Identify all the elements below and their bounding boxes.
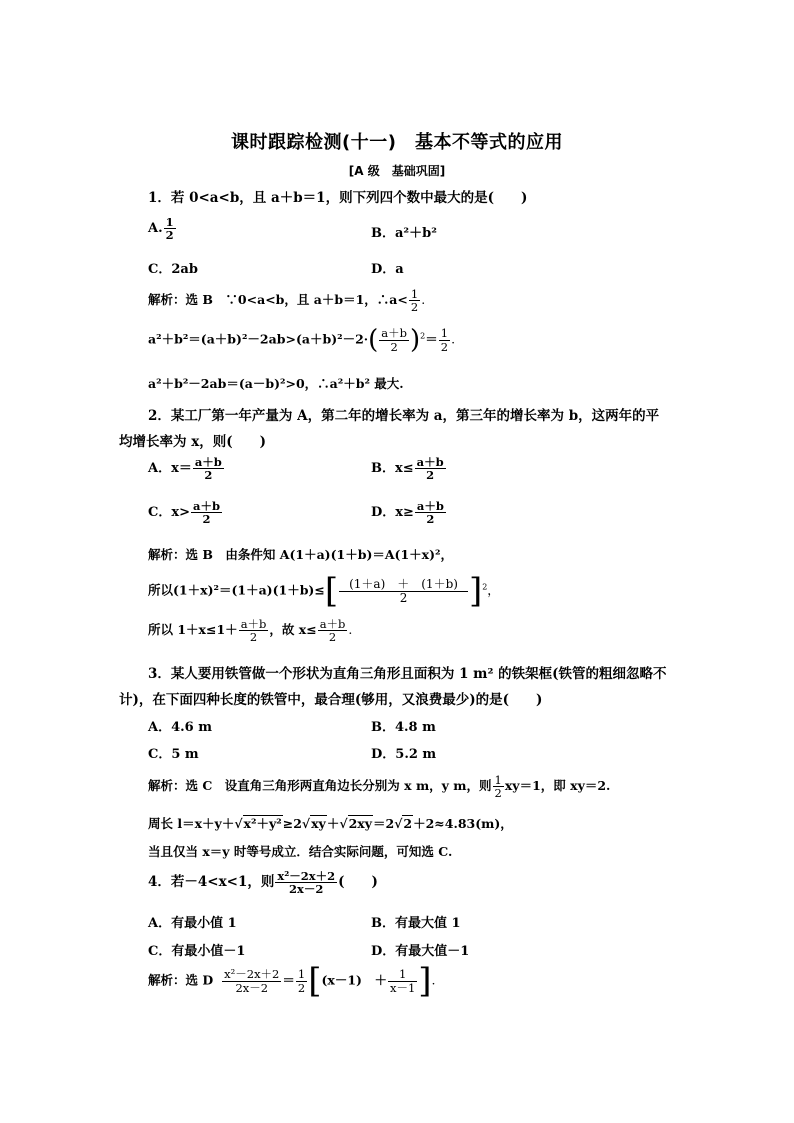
exponent: 2 xyxy=(482,582,488,592)
fraction-denominator: 2 xyxy=(202,512,211,527)
solution-text: 所以 1＋x≤1＋ xyxy=(148,622,238,638)
sqrt-radicand: 2 xyxy=(403,816,413,831)
fraction xyxy=(439,327,450,352)
fraction-denominator: 2 xyxy=(204,468,213,483)
fraction xyxy=(415,456,446,481)
exponent: 2 xyxy=(420,331,426,341)
question-1-stem: 1．若 0<a<b，且 a＋b＝1，则下列四个数中最大的是( ) xyxy=(148,190,528,206)
question-3-stem-line-2: 计)，在下面四种长度的铁管中，最合理(够用，又浪费最少)的是( ) xyxy=(119,692,543,708)
question-2-stem-line-1: 2．某工厂第一年产量为 A，第二年的增长率为 a，第三年的增长率为 b，这两年的平 xyxy=(148,408,660,424)
fraction-numerator: 1 xyxy=(297,967,306,982)
fraction-denominator: 2 xyxy=(494,786,502,801)
fraction-numerator: x²－2x＋2 xyxy=(224,967,280,982)
q2-solution-line-1: 解析：选 B 由条件知 A(1＋a)(1＋b)＝A(1＋x)²， xyxy=(148,547,454,562)
fraction xyxy=(239,618,269,643)
sqrt-radicand: 2xy xyxy=(348,816,372,831)
fraction xyxy=(415,500,446,525)
q3-solution-line-1 xyxy=(148,774,610,799)
solution-text: ＋ xyxy=(326,816,340,831)
fraction-numerator: 1 xyxy=(388,968,417,981)
option-label: A．x＝ xyxy=(148,461,192,477)
solution-text: 解析：选 B ∵0<a<b，且 a＋b＝1，∴a< xyxy=(148,292,408,308)
question-3-stem-line-1: 3．某人要用铁管做一个形状为直角三角形且面积为 1 m² 的铁架框(铁管的粗细忽略不 xyxy=(148,666,667,682)
fraction-numerator: (1＋a) ＋ (1＋b) xyxy=(339,578,468,592)
solution-text: 周长 l＝x＋y＋ xyxy=(148,816,235,831)
solution-text: ≥2 xyxy=(282,816,302,831)
fraction-numerator: 1 xyxy=(165,215,174,229)
fraction-denominator: 2 xyxy=(426,468,435,483)
solution-text: (x－1) ＋ xyxy=(321,972,387,988)
q4-solution-line-1 xyxy=(148,961,436,1001)
question-4-stem xyxy=(148,870,378,895)
fraction xyxy=(193,456,224,481)
right-bracket: ] xyxy=(468,571,483,611)
fraction xyxy=(409,288,420,313)
q3-option-c: C．5 m xyxy=(148,747,199,762)
fraction-denominator: x－1 xyxy=(389,980,416,995)
fraction-numerator: a＋b xyxy=(381,326,408,341)
q3-option-a: A．4.6 m xyxy=(148,720,212,735)
solution-text: xy＝1，即 xy＝2. xyxy=(504,778,611,794)
solution-end: ， xyxy=(487,582,500,598)
solution-text: ，故 x≤ xyxy=(269,622,317,638)
q2-option-b xyxy=(371,456,447,481)
fraction-numerator: a＋b xyxy=(319,617,346,631)
fraction-denominator: 2x－2 xyxy=(235,980,269,995)
fraction-denominator: 2 xyxy=(297,980,306,995)
left-bracket: [ xyxy=(324,571,339,611)
section-heading: [A 级 基础巩固] xyxy=(348,164,446,178)
fraction-denominator: 2 xyxy=(249,630,258,645)
solution-end: . xyxy=(451,331,456,347)
q4-option-a: A．有最小值 1 xyxy=(148,916,237,931)
q3-option-b: B．4.8 m xyxy=(371,720,436,735)
fraction-denominator: 2 xyxy=(399,590,408,605)
q2-solution-line-2 xyxy=(148,571,500,611)
fraction-numerator: a＋b xyxy=(416,499,444,513)
sqrt-radicand: x²＋y² xyxy=(243,816,282,831)
option-label: D．x≥ xyxy=(371,505,414,521)
fraction xyxy=(388,968,417,993)
q1-option-a-fraction xyxy=(164,216,176,241)
right-bracket: ] xyxy=(418,961,432,1001)
fraction-denominator: 2 xyxy=(440,339,449,354)
solution-text: ＝2 xyxy=(372,816,395,831)
fraction-denominator: 2 xyxy=(390,339,398,354)
q2-option-d xyxy=(371,500,447,525)
solution-end: . xyxy=(431,972,436,988)
q1-option-a-label: A. xyxy=(148,221,163,237)
fraction-numerator: a＋b xyxy=(416,455,444,469)
fraction xyxy=(318,618,348,643)
solution-text: 解析：选 C 设直角三角形两直角边长分别为 x m，y m，则 xyxy=(148,778,492,794)
q4-option-d: D．有最大值－1 xyxy=(371,944,470,959)
fraction-denominator: 2 xyxy=(410,300,419,315)
left-paren: ( xyxy=(368,325,379,355)
q3-solution-line-2: 周长 l＝x＋y＋√x²＋y²≥2√xy＋√2xy＝2√2＋2≈4.83(m)， xyxy=(148,816,513,831)
q3-solution-line-3: 当且仅当 x＝y 时等号成立．结合实际问题，可知选 C. xyxy=(148,844,453,859)
solution-end: . xyxy=(348,622,353,638)
q3-option-d: D．5.2 m xyxy=(371,747,437,762)
q2-solution-line-3 xyxy=(148,618,352,643)
left-bracket: [ xyxy=(308,961,322,1001)
sqrt-radicand: xy xyxy=(311,816,326,831)
q2-option-c xyxy=(148,500,223,525)
fraction xyxy=(275,870,337,895)
fraction xyxy=(339,578,468,604)
option-label: B．x≤ xyxy=(371,461,414,477)
q4-option-c: C．有最小值－1 xyxy=(148,944,246,959)
fraction-numerator: a＋b xyxy=(193,499,220,513)
fraction-numerator: x²－2x＋2 xyxy=(277,869,336,883)
fraction xyxy=(493,774,504,799)
fraction-numerator: 1 xyxy=(494,773,502,787)
q1-solution-line-2 xyxy=(148,327,455,353)
question-text: ( ) xyxy=(338,874,378,891)
solution-text: 所以(1＋x)²＝(1＋a)(1＋b)≤ xyxy=(148,582,325,598)
question-2-stem-line-2: 均增长率为 x，则( ) xyxy=(119,434,267,450)
fraction-numerator: 1 xyxy=(440,326,449,341)
equals: ＝ xyxy=(425,331,438,347)
fraction xyxy=(296,968,307,993)
q1-solution-line-3: a²＋b²－2ab＝(a－b)²>0，∴a²＋b² 最大. xyxy=(148,376,404,391)
q1-solution-line-1 xyxy=(148,288,425,313)
equals: ＝ xyxy=(282,972,295,988)
fraction xyxy=(222,968,281,993)
page-title: 课时跟踪检测(十一) 基本不等式的应用 xyxy=(231,132,563,153)
fraction-numerator: a＋b xyxy=(240,617,267,631)
solution-end: . xyxy=(421,292,426,308)
fraction-denominator: 2 xyxy=(426,512,435,527)
solution-text: 解析：选 D xyxy=(148,972,214,988)
fraction-denominator: 2 xyxy=(328,630,337,645)
question-text: 4．若－4<x<1，则 xyxy=(148,874,275,891)
fraction-denominator: 2x－2 xyxy=(289,882,324,897)
fraction-denominator: 2 xyxy=(165,228,174,243)
fraction-numerator: a＋b xyxy=(194,455,222,469)
q1-option-d: D．a xyxy=(371,262,404,277)
q4-option-b: B．有最大值 1 xyxy=(371,916,461,931)
fraction-numerator: 1 xyxy=(410,287,419,301)
solution-text: ＋2≈4.83(m)， xyxy=(413,816,513,831)
q1-option-c: C．2ab xyxy=(148,262,198,277)
right-paren: ) xyxy=(410,325,421,355)
q2-option-a xyxy=(148,456,225,481)
solution-text: a²＋b²＝(a＋b)²－2ab>(a＋b)²－2· xyxy=(148,331,369,347)
q1-option-a xyxy=(148,216,177,241)
option-label: C．x> xyxy=(148,505,190,521)
q1-option-b: B．a²＋b² xyxy=(371,226,437,241)
fraction xyxy=(191,500,222,525)
fraction xyxy=(379,327,409,352)
